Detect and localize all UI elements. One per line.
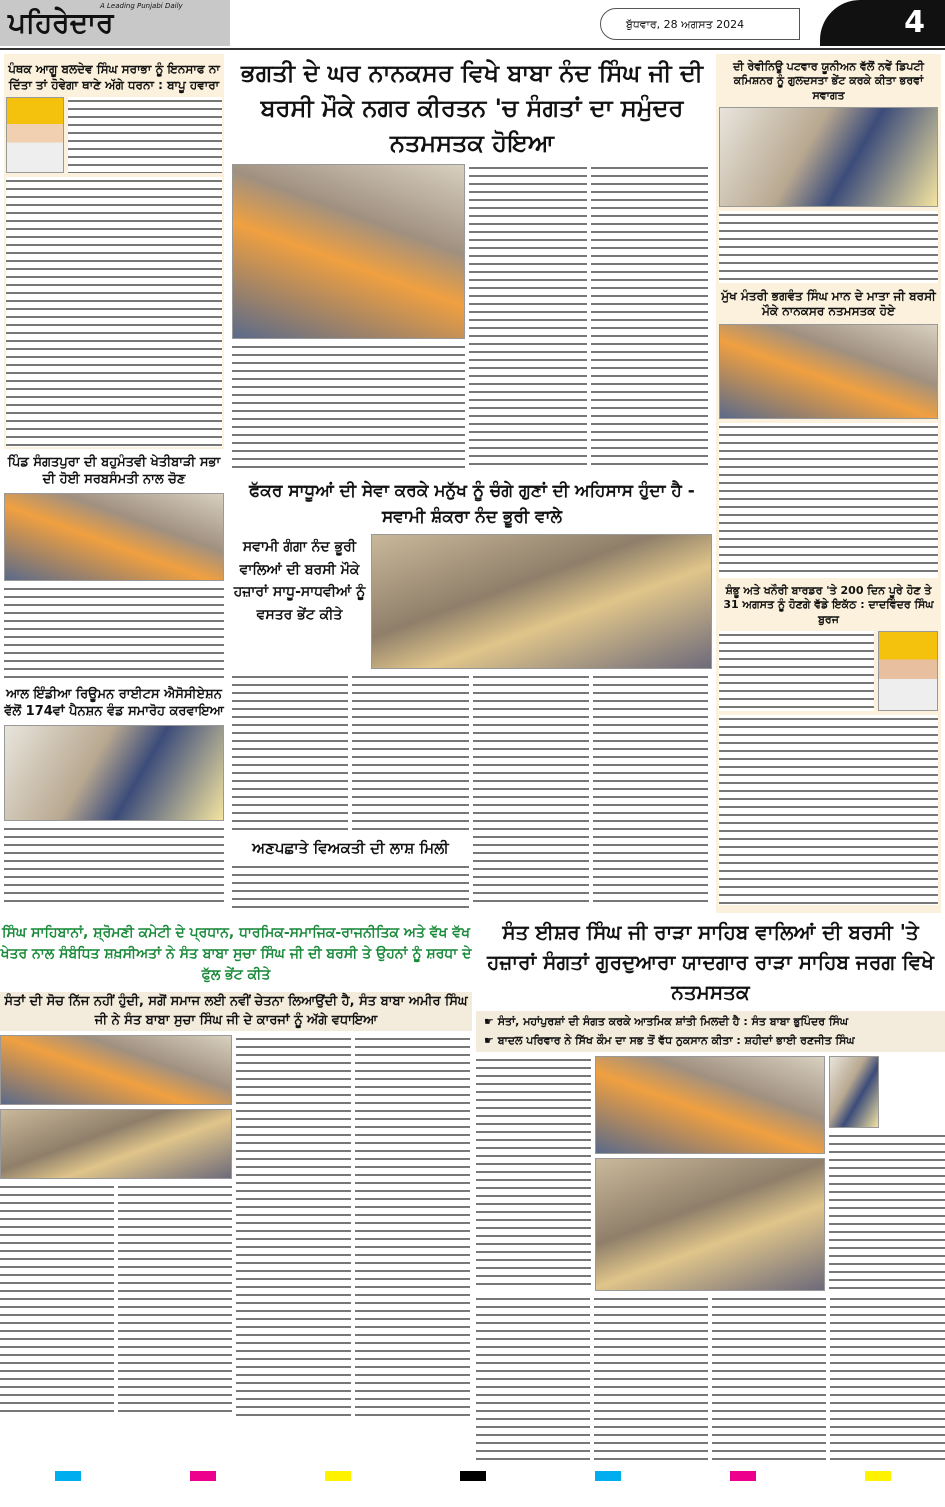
- portrait-photo: [878, 631, 938, 711]
- left-column: [0, 54, 228, 913]
- color-bar: [460, 1471, 486, 1481]
- article-body: [355, 1035, 470, 1417]
- article-body: [469, 164, 587, 469]
- headline-right-2: ਮੁੱਖ ਮੰਤਰੀ ਭਗਵੰਤ ਸਿੰਘ ਮਾਨ ਦੇ ਮਾਤਾ ਜੀ ਬਰਸੀ ਮੌਕੇ ਨਾਨਕਸਰ ਨਤਮਸਤਕ ਹੋਏ: [721, 288, 936, 319]
- color-bars: [0, 1471, 945, 1481]
- headline-left-3: ਆਲ ਇੰਡੀਆ ਰਿਊਮਨ ਰਾਈਟਸ ਐਸੋਸੀਏਸ਼ਨ ਵੱਲੋਂ 174ਵਾਂ ਪੈਨਸ਼ਨ ਵੰਡ ਸਮਾਰੋਹ ਕਰਵਾਇਆ: [4, 686, 224, 719]
- news-photo: [4, 493, 224, 581]
- article-body: [830, 1295, 945, 1465]
- article-body: [232, 343, 465, 473]
- portrait-photo: [6, 97, 64, 173]
- subheadline-bottom-left: ਸੰਤਾਂ ਦੀ ਸੋਚ ਨਿੱਜ ਨਹੀਂ ਹੁੰਦੀ, ਸਗੋਂ ਸਮਾਜ ਲਈ ਨਵੀਂ ਚੇਤਨਾ ਲਿਆਉਂਦੀ ਹੈ, ਸੰਤ ਬਾਬਾ ਅਮੀਰ ਸਿੰਘ ਜੀ ਨੇ ਸੰਤ ਬਾਬਾ ਸੁਚਾ ਸਿੰਘ ਜੀ ਦੇ ਕਾਰਜਾਂ ਨੂੰ ਅੱਗੇ ਵਧਾਇਆ: [0, 992, 472, 1031]
- article-body: [6, 177, 222, 447]
- news-photo: [719, 107, 938, 207]
- main-headline: ਭਗਤੀ ਦੇ ਘਰ ਨਾਨਕਸਰ ਵਿਖੇ ਬਾਬਾ ਨੰਦ ਸਿੰਘ ਜੀ ਦੀ ਬਰਸੀ ਮੌਕੇ ਨਗਰ ਕੀਰਤਨ 'ਚ ਸੰਗਤਾਂ ਦਾ ਸਮੁੰਦਰ ਨਤਮਸਤਕ ਹੋਇਆ: [240, 59, 704, 157]
- color-bar: [595, 1471, 621, 1481]
- newspaper-logo: ਪਹਿਰੇਦਾਰ: [0, 0, 230, 46]
- news-photo: [371, 534, 712, 669]
- news-photo: [0, 1109, 232, 1179]
- headline-center-3: ਅਣਪਛਾਤੇ ਵਿਅਕਤੀ ਦੀ ਲਾਸ਼ ਮਿਲੀ: [252, 839, 449, 858]
- color-bar: [865, 1471, 891, 1481]
- bottom-right-story: [476, 917, 945, 1465]
- headline-right-3: ਸ਼ੰਭੂ ਅਤੇ ਖਨੌਰੀ ਬਾਰਡਰ 'ਤੇ 200 ਦਿਨ ਪੂਰੇ ਹੋਣ ਤੇ 31 ਅਗਸਤ ਨੂੰ ਹੋਣਗੇ ਵੱਡੇ ਇਕੱਠ : ਦਾਦਵਿੰਦਰ ਸਿੰਘ ਬੁਰਜ: [723, 584, 934, 626]
- headline-right-1: ਦੀ ਰੇਵੀਨਿਊ ਪਟਵਾਰ ਯੂਨੀਅਨ ਵੱਲੋਂ ਨਵੇਂ ਡਿਪਟੀ ਕਮਿਸ਼ਨਰ ਨੂੰ ਗੁਲਦਸਤਾ ਭੇਂਟ ਕਰਕੇ ਕੀਤਾ ਭਰਵਾਂ ਸਵਾਗਤ: [733, 60, 924, 102]
- center-column: [232, 54, 712, 913]
- news-photo: [595, 1158, 825, 1291]
- article-body: [593, 673, 708, 908]
- article-body: [4, 585, 224, 681]
- bullet-item: ☛ ਬਾਦਲ ਪਰਿਵਾਰ ਨੇ ਸਿੱਖ ਕੌਮ ਦਾ ਸਭ ਤੋਂ ਵੱਧ ਨੁਕਸਾਨ ਕੀਤਾ : ਸ਼ਹੀਦਾਂ ਭਾਈ ਰਣਜੀਤ ਸਿੰਘ: [484, 1033, 855, 1047]
- article-body: [0, 1183, 114, 1413]
- article-body: [232, 673, 348, 833]
- bottom-section: [0, 917, 945, 1465]
- portrait-photo: [829, 1056, 879, 1128]
- right-column: [716, 54, 941, 913]
- masthead: [0, 0, 945, 50]
- issue-date: ਬੁੱਧਵਾਰ, 28 ਅਗਸਤ 2024: [600, 8, 800, 40]
- bullet-item: ☛ ਸੰਤਾਂ, ਮਹਾਂਪੁਰਸ਼ਾਂ ਦੀ ਸੰਗਤ ਕਰਕੇ ਆਤਮਿਕ ਸ਼ਾਂਤੀ ਮਿਲਦੀ ਹੈ : ਸੰਤ ਬਾਬਾ ਭੁਪਿੰਦਰ ਸਿੰਘ: [484, 1014, 849, 1028]
- subheadline-center-2: ਸਵਾਮੀ ਗੰਗਾ ਨੰਦ ਭੂਰੀ ਵਾਲਿਆਂ ਦੀ ਬਰਸੀ ਮੌਕੇ ਹਜ਼ਾਰਾਂ ਸਾਧੂ-ਸਾਧਵੀਆਂ ਨੂੰ ਵਸਤਰ ਭੇਂਟ ਕੀਤੇ: [233, 539, 366, 623]
- article-body: [594, 1295, 708, 1465]
- main-photo: [232, 164, 465, 339]
- article-body: [719, 631, 874, 711]
- headline-center-2: ਫੱਕਰ ਸਾਧੂਆਂ ਦੀ ਸੇਵਾ ਕਰਕੇ ਮਨੁੱਖ ਨੂੰ ਚੰਗੇ ਗੁਣਾਂ ਦੀ ਅਹਿਸਾਸ ਹੁੰਦਾ ਹੈ - ਸਵਾਮੀ ਸ਼ੰਕਰਾ ਨੰਦ ਭੂਰੀ ਵਾਲੇ: [249, 481, 695, 527]
- color-bar: [730, 1471, 756, 1481]
- article-body: [4, 825, 224, 905]
- article-body: [712, 1295, 826, 1465]
- news-photo: [719, 324, 938, 419]
- article-body: [473, 673, 589, 908]
- page-number: 4: [820, 0, 945, 46]
- top-section: [0, 54, 945, 913]
- left-story-1: [4, 54, 224, 449]
- tagline: A Leading Punjabi Daily: [100, 2, 183, 10]
- headline-bottom-left: ਸਿੰਘ ਸਾਹਿਬਾਨਾਂ, ਸ਼੍ਰੋਮਣੀ ਕਮੇਟੀ ਦੇ ਪ੍ਰਧਾਨ, ਧਾਰਮਿਕ-ਸਮਾਜਿਕ-ਰਾਜਨੀਤਿਕ ਅਤੇ ਵੱਖ ਵੱਖ ਖੇਤਰ ਨਾਲ ਸੰਬੰਧਿਤ ਸ਼ਖ਼ਸੀਅਤਾਂ ਨੇ ਸੰਤ ਬਾਬਾ ਸੁਚਾ ਸਿੰਘ ਜੀ ਦੀ ਬਰਸੀ ਤੇ ਉਹਨਾਂ ਨੂੰ ਸ਼ਰਧਾ ਦੇ ਫੁੱਲ ਭੇਂਟ ਕੀਤੇ: [0, 924, 472, 983]
- article-body: [232, 863, 469, 913]
- article-body: [719, 715, 938, 905]
- headline-bottom-right: ਸੰਤ ਈਸ਼ਰ ਸਿੰਘ ਜੀ ਰਾੜਾ ਸਾਹਿਬ ਵਾਲਿਆਂ ਦੀ ਬਰਸੀ 'ਤੇ ਹਜ਼ਾਰਾਂ ਸੰਗਤਾਂ ਗੁਰਦੁਆਰਾ ਯਾਦਗਾਰ ਰਾੜਾ ਸਾਹਿਬ ਜਰਗ ਵਿਖੇ ਨਤਮਸਤਕ: [487, 919, 934, 1004]
- color-bar: [190, 1471, 216, 1481]
- news-photo: [0, 1035, 232, 1105]
- article-body: [68, 97, 222, 173]
- article-body: [236, 1035, 351, 1417]
- headline-left-1: ਪੰਥਕ ਆਗੂ ਬਲਦੇਵ ਸਿੰਘ ਸਰਾਭਾ ਨੂੰ ਇਨਸਾਫ ਨਾ ਦਿੱਤਾ ਤਾਂ ਹੋਵੇਗਾ ਥਾਣੇ ਅੱਗੇ ਧਰਨਾ : ਬਾਪੂ ਹਵਾਰਾ: [8, 62, 220, 92]
- article-body: [476, 1056, 591, 1291]
- article-body: [719, 211, 938, 283]
- article-body: [829, 1132, 945, 1291]
- headline-left-2: ਪਿੰਡ ਸੰਗਤਪੁਰਾ ਦੀ ਬਹੁਮੰਤਵੀ ਖੇਤੀਬਾੜੀ ਸਭਾ ਦੀ ਹੋਈ ਸਰਬਸੰਮਤੀ ਨਾਲ ਚੋਣ: [7, 455, 221, 488]
- article-body: [118, 1183, 232, 1413]
- color-bar: [55, 1471, 81, 1481]
- bottom-left-story: [0, 917, 472, 1465]
- article-body: [352, 673, 469, 833]
- news-photo: [595, 1056, 825, 1154]
- news-photo: [4, 725, 224, 821]
- bullet-list: [476, 1011, 945, 1052]
- article-body: [476, 1295, 590, 1465]
- article-body: [591, 164, 708, 469]
- color-bar: [325, 1471, 351, 1481]
- article-body: [719, 423, 938, 578]
